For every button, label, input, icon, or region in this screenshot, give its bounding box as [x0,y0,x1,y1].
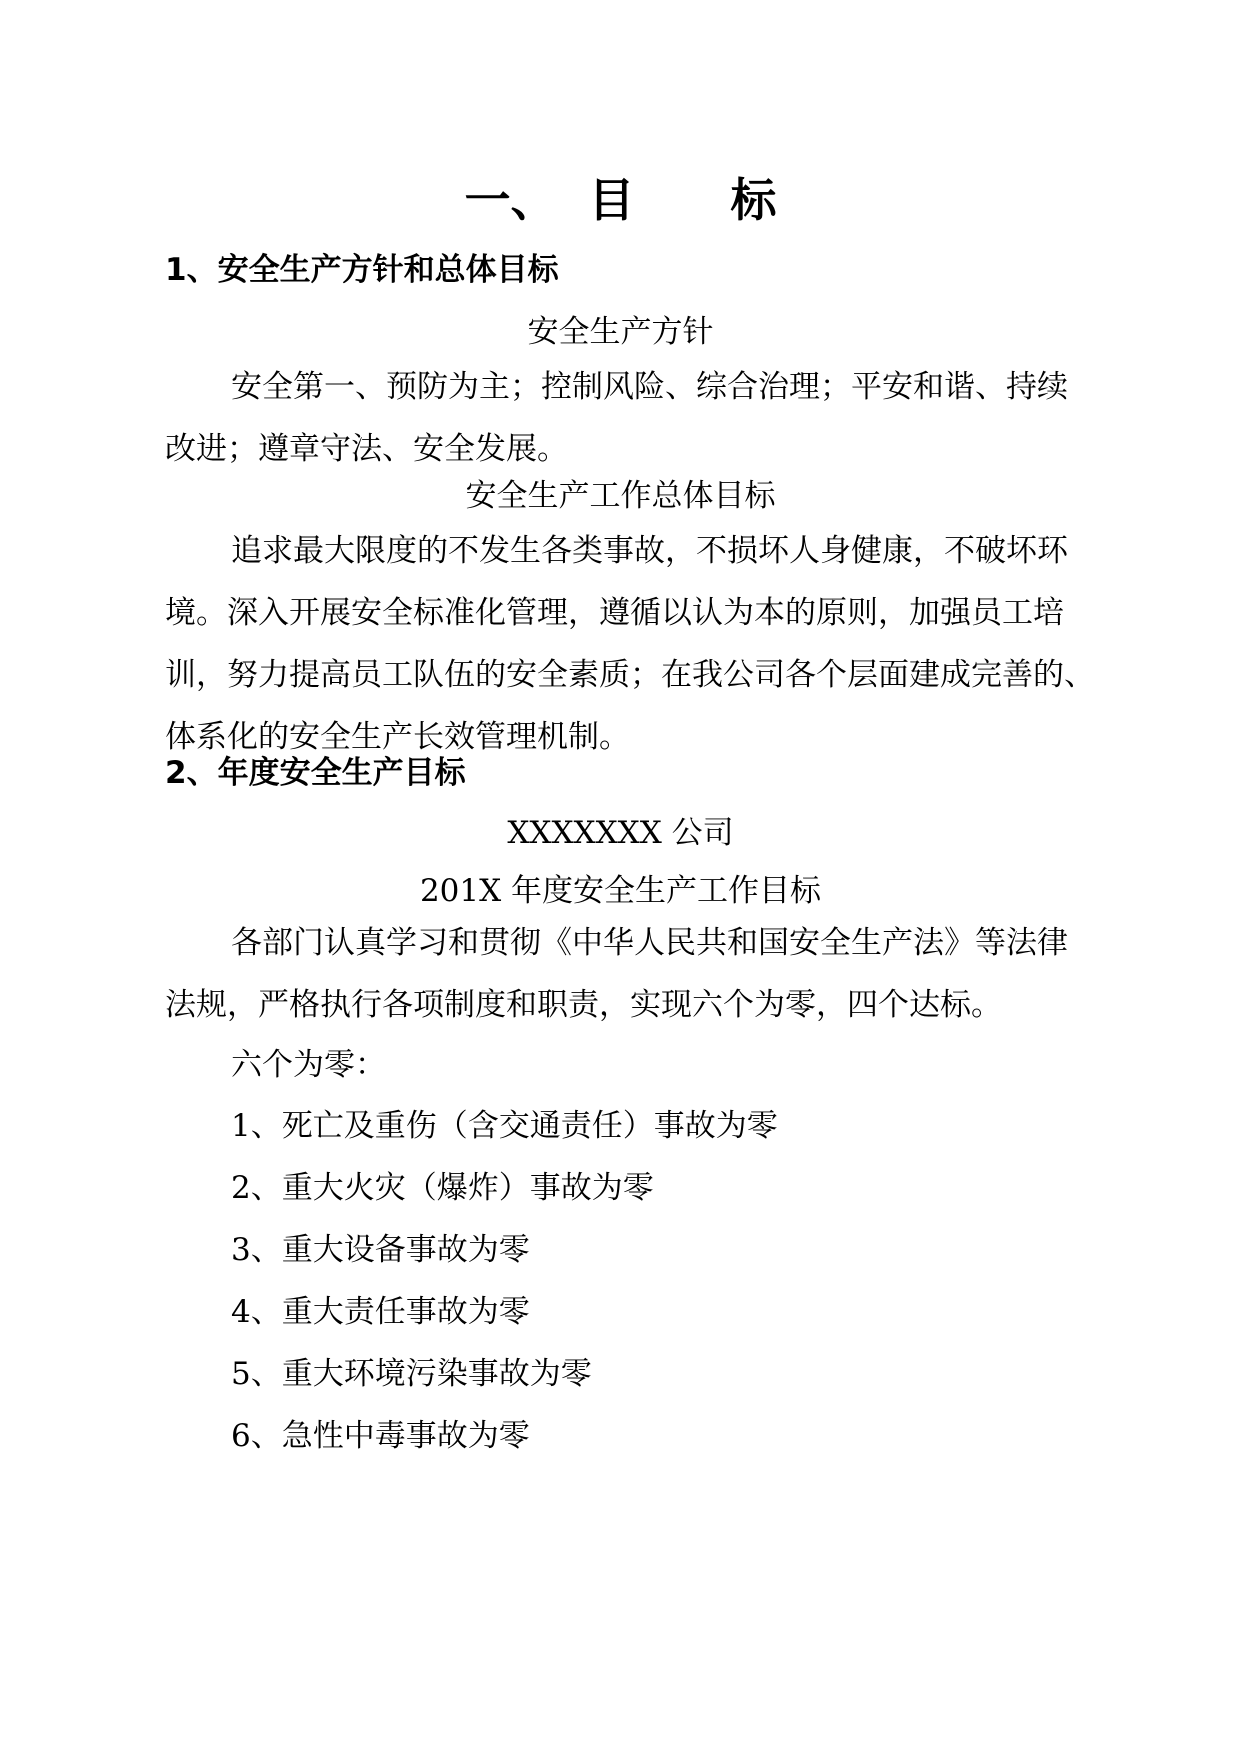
goal-title: 安全生产工作总体目标 [465,478,776,514]
page-title: 一、 目 标 [464,173,777,227]
section-1-heading: 1、安全生产方针和总体目标 [165,252,559,288]
policy-title: 安全生产方针 [527,314,714,350]
list-item: 3、重大设备事故为零 [231,1232,530,1268]
company-name: XXXXXXX 公司 [507,815,734,851]
list-item: 1、死亡及重伤（含交通责任）事故为零 [231,1108,778,1144]
goal-paragraph: 追求最大限度的不发生各类事故，不损坏人身健康，不破坏环境。深入开展安全标准化管理，遵循以认为本的原则，加强员工培训，努力提高员工队伍的安全素质；在我公司各个层面建成完善的、体系化的安全生产长效管理机制。 [165,533,1095,755]
policy-paragraph: 安全第一、预防为主；控制风险、综合治理；平安和谐、持续改进；遵章守法、安全发展。 [165,369,1068,467]
list-item: 5、重大环境污染事故为零 [231,1356,592,1392]
list-item: 2、重大火灾（爆炸）事故为零 [231,1170,654,1206]
list-title: 六个为零： [231,1047,386,1083]
list-item: 4、重大责任事故为零 [231,1294,530,1330]
year-goal-title: 201X 年度安全生产工作目标 [419,873,822,909]
intro-paragraph: 各部门认真学习和贯彻《中华人民共和国安全生产法》等法律法规，严格执行各项制度和职责，实现六个为零，四个达标。 [165,925,1068,1023]
list-item: 6、急性中毒事故为零 [231,1418,530,1454]
section-2-heading: 2、年度安全生产目标 [165,755,466,791]
